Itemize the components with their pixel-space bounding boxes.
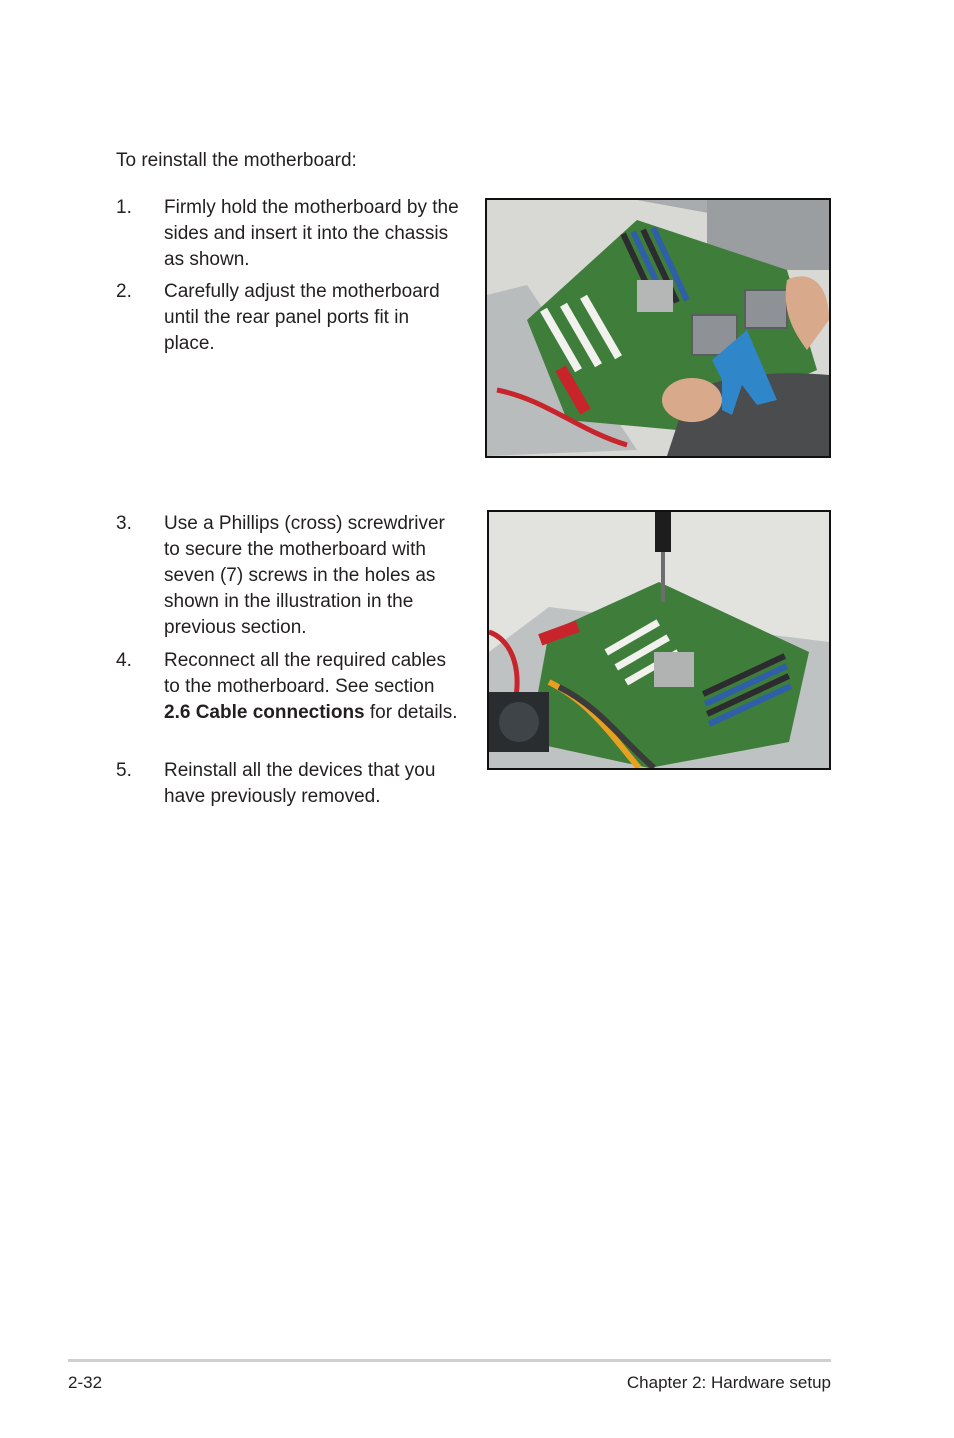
page-number: 2-32 <box>68 1373 103 1392</box>
photo-screwdriver-illustration <box>489 512 829 768</box>
chapter-title: Chapter 2: Hardware setup <box>626 1373 831 1392</box>
photo-secure-screws <box>487 510 831 770</box>
photo-insert-motherboard <box>485 198 831 458</box>
step-text-before: Reconnect all the required cables to the motherboard. See section <box>164 650 447 697</box>
step-text: Use a Phillips (cross) screwdriver to secure the motherboard with seven (7) screws in the holes as shown in the illustration in the previous section. <box>164 513 445 638</box>
footer-rule <box>68 1359 831 1362</box>
step-number: 2. <box>116 281 132 302</box>
step-2 <box>116 279 461 357</box>
step-5 <box>116 758 461 810</box>
step-number: 4. <box>116 650 132 671</box>
section-reference: 2.6 Cable connections <box>164 702 365 723</box>
step-text: Firmly hold the motherboard by the sides and insert it into the chassis as shown. <box>164 197 459 270</box>
intro-text: To reinstall the motherboard: <box>116 150 357 171</box>
step-text: Carefully adjust the motherboard until the rear panel ports fit in place. <box>164 281 440 354</box>
step-number: 3. <box>116 513 132 534</box>
photo-insert-illustration <box>487 200 829 456</box>
step-text-after: for details. <box>364 702 458 723</box>
step-text <box>164 648 461 726</box>
step-text: Reinstall all the devices that you have previously removed. <box>164 760 436 807</box>
step-4 <box>116 648 461 726</box>
step-number: 5. <box>116 760 132 781</box>
step-3 <box>116 511 461 641</box>
step-1 <box>116 195 461 273</box>
step-number: 1. <box>116 197 132 218</box>
